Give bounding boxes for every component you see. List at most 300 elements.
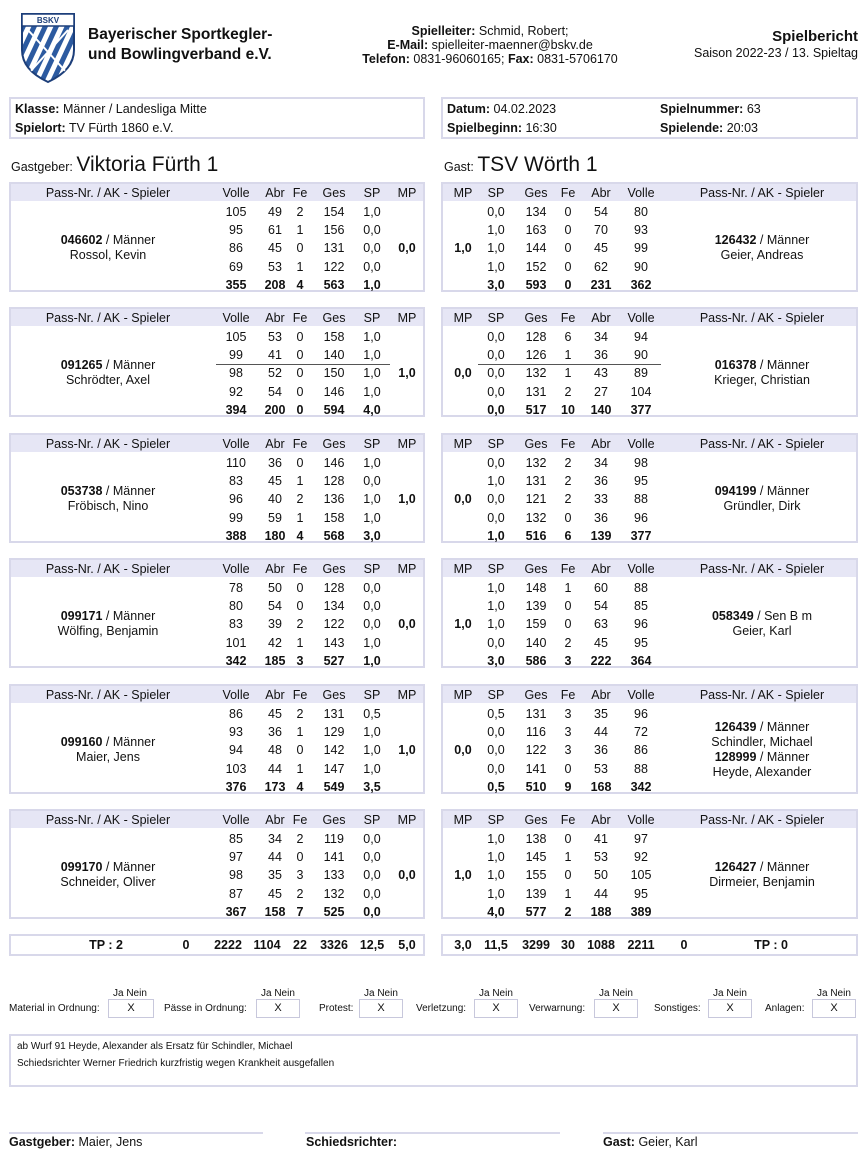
player-pass-line: [13, 860, 203, 875]
home-sum-volle: 376: [225, 779, 247, 794]
guest-row-3-abr: 45: [594, 241, 608, 256]
guest-row-3-fe: 2: [564, 492, 572, 507]
guest-row-3-fe: 0: [564, 241, 572, 256]
email-value[interactable]: spielleiter-maenner@bskv.de: [431, 38, 593, 52]
guest-sum-ges: 593: [525, 277, 547, 292]
home-row-3-fe: 2: [296, 617, 304, 632]
player-name: Krieger, Christian: [714, 373, 810, 388]
home-player-info: [13, 735, 203, 765]
guest-sum-fe: 0: [564, 277, 572, 292]
col-header-volle: Volle: [222, 688, 250, 702]
datum-value: 04.02.2023: [493, 102, 557, 116]
player-name: Gründler, Dirk: [723, 499, 801, 514]
guest-row-4-ges: 131: [525, 384, 547, 399]
home-row-4-fe: 1: [296, 259, 304, 274]
home-row-1-volle: 86: [229, 707, 243, 721]
player-age-class: / Männer: [756, 358, 810, 373]
player-pass-line: [13, 484, 203, 499]
col-header-player: Pass-Nr. / AK - Spieler: [45, 437, 171, 451]
beginn-value: 16:30: [525, 121, 557, 135]
home-row-1-ges: 128: [323, 581, 345, 595]
guest-row-3-ges: 132: [525, 366, 547, 381]
col-header-mp: MP: [397, 311, 417, 325]
home-team-heading: [11, 153, 218, 177]
home-row-2-volle: 97: [229, 850, 243, 865]
guest-row-1-sp: 0,0: [487, 205, 505, 219]
home-row-1-sp: 0,5: [363, 707, 381, 721]
col-header-volle: Volle: [222, 562, 250, 576]
guest-sum-sp: 1,0: [487, 528, 505, 543]
home-sum-sp: 3,5: [363, 779, 381, 794]
guest-row-1-fe: 3: [564, 707, 572, 721]
col-header-fe: Fe: [560, 186, 576, 200]
home-row-4-abr: 59: [268, 510, 282, 525]
guest-row-2-volle: 85: [634, 599, 648, 614]
home-total-volle: 2222: [214, 938, 242, 952]
home-row-4-fe: 2: [296, 886, 304, 901]
guest-row-4-sp: 0,0: [487, 510, 505, 525]
check-box-2[interactable]: X: [256, 999, 300, 1018]
fax-value: 0831-5706170: [537, 52, 618, 66]
home-row-3-abr: 40: [268, 492, 282, 507]
guest-row-2-abr: 53: [594, 850, 608, 865]
player-pass-line: [667, 750, 857, 765]
guest-row-2-sp: 1,0: [487, 850, 505, 865]
home-row-1-volle: 110: [226, 456, 246, 470]
col-header-fe: Fe: [560, 437, 576, 451]
yes-no-header-2: Ja Nein: [261, 988, 295, 999]
home-row-1-volle: 78: [229, 581, 243, 595]
check-box-6[interactable]: X: [708, 999, 752, 1018]
home-row-3-abr: 52: [268, 366, 282, 381]
col-header-volle: Volle: [627, 562, 655, 576]
guest-row-2-fe: 0: [564, 223, 572, 238]
guest-row-3-sp: 0,0: [487, 743, 505, 758]
home-total-fe: 22: [293, 938, 307, 952]
home-row-2-abr: 36: [268, 725, 282, 740]
check-box-4[interactable]: X: [474, 999, 518, 1018]
col-header-ges: Ges: [524, 688, 548, 702]
home-sum-sp: 0,0: [363, 904, 381, 919]
home-row-1-ges: 154: [323, 205, 345, 219]
player-pass-line: [13, 735, 203, 750]
col-header-ges: Ges: [524, 437, 548, 451]
guest-row-1-abr: 54: [594, 205, 608, 219]
player-age-class: / Männer: [102, 735, 156, 750]
guest-total-mp: 3,0: [454, 938, 472, 952]
guest-row-2-volle: 95: [634, 474, 648, 489]
player-pass-number: 099160: [60, 735, 103, 750]
yes-no-header-3: Ja Nein: [364, 988, 398, 999]
home-row-3-fe: 2: [296, 492, 304, 507]
home-row-3-sp: 0,0: [363, 241, 381, 256]
col-header-mp: MP: [453, 813, 473, 827]
guest-team-name: TSV Wörth 1: [477, 153, 598, 176]
ende-label: Spielende:: [660, 121, 724, 135]
col-header-sp: SP: [487, 437, 505, 451]
home-row-4-volle: 99: [229, 510, 243, 525]
home-panel-2: [9, 307, 425, 417]
home-sum-sp: 1,0: [363, 653, 381, 668]
klasse-value: Männer / Landesliga Mitte: [62, 102, 207, 116]
guest-total-fe: 30: [561, 938, 575, 952]
guest-sum-sp: 0,0: [487, 402, 505, 417]
player-name: Maier, Jens: [76, 750, 140, 765]
guest-row-1-fe: 1: [564, 581, 572, 595]
home-sum-abr: 185: [264, 653, 286, 668]
home-totals: [9, 934, 425, 956]
home-row-3-abr: 48: [268, 743, 282, 758]
home-row-4-abr: 44: [268, 761, 282, 776]
col-header-fe: Fe: [560, 688, 576, 702]
guest-row-4-ges: 140: [525, 635, 547, 650]
guest-row-2-ges: 145: [525, 850, 547, 865]
player-pass-number: 099170: [60, 860, 103, 875]
guest-row-2-abr: 36: [594, 348, 608, 363]
player-name: Wölfing, Benjamin: [57, 624, 159, 639]
player-age-class: / Männer: [756, 860, 810, 875]
home-row-1-abr: 50: [268, 581, 282, 595]
check-label-7: Anlagen:: [765, 1003, 805, 1014]
col-header-volle: Volle: [222, 813, 250, 827]
check-box-1[interactable]: X: [108, 999, 154, 1018]
home-sum-ges: 563: [323, 277, 345, 292]
col-header-sp: SP: [363, 437, 381, 451]
home-row-3-ges: 122: [323, 617, 345, 632]
home-row-3-sp: 1,0: [363, 366, 381, 381]
col-header-volle: Volle: [627, 688, 655, 702]
home-row-4-volle: 69: [229, 259, 243, 274]
guest-row-3-abr: 33: [594, 492, 608, 507]
home-row-2-ges: 140: [323, 348, 345, 363]
home-player-info: [13, 233, 203, 263]
guest-row-2-abr: 54: [594, 599, 608, 614]
guest-sum-ges: 517: [525, 402, 547, 417]
guest-sum-fe: 2: [564, 904, 572, 919]
guest-row-3-abr: 63: [594, 617, 608, 632]
guest-sum-abr: 231: [590, 277, 612, 292]
guest-row-4-fe: 2: [564, 384, 572, 399]
guest-sum-ges: 577: [525, 904, 547, 919]
player-pass-line: [13, 233, 203, 248]
home-row-2-ges: 141: [323, 850, 345, 865]
col-header-ges: Ges: [322, 437, 346, 451]
guest-row-4-sp: 1,0: [487, 886, 505, 901]
home-row-2-ges: 134: [323, 599, 345, 614]
guest-row-2-ges: 163: [525, 223, 547, 238]
guest-signature-line: [603, 1132, 858, 1134]
home-sum-ges: 594: [323, 402, 345, 417]
guest-row-3-fe: 0: [564, 868, 572, 883]
guest-total-sp: 11,5: [484, 938, 508, 952]
home-row-1-fe: 0: [296, 330, 304, 344]
col-header-fe: Fe: [292, 688, 308, 702]
col-header-volle: Volle: [627, 437, 655, 451]
home-sum-abr: 200: [264, 402, 286, 417]
guest-sum-fe: 10: [561, 402, 575, 417]
home-row-4-sp: 1,0: [363, 510, 381, 525]
player-pass-number: 091265: [60, 358, 103, 373]
player-age-class: / Männer: [756, 750, 810, 765]
col-header-volle: Volle: [627, 813, 655, 827]
home-sum-abr: 208: [264, 277, 286, 292]
home-row-4-sp: 0,0: [363, 886, 381, 901]
guest-row-1-abr: 34: [594, 456, 608, 470]
home-row-1-fe: 0: [296, 456, 304, 470]
home-mp-value: 0,0: [398, 241, 416, 256]
guest-sum-volle: 342: [630, 779, 652, 794]
col-header-player: Pass-Nr. / AK - Spieler: [699, 186, 825, 200]
home-row-4-ges: 146: [323, 384, 345, 399]
guest-team-label: Gast:: [444, 160, 474, 174]
col-header-player: Pass-Nr. / AK - Spieler: [699, 813, 825, 827]
col-header-mp: MP: [453, 186, 473, 200]
player-pass-line: [13, 609, 203, 624]
player-pass-number: 016378: [714, 358, 757, 373]
home-row-4-ges: 143: [323, 635, 345, 650]
home-row-3-volle: 98: [229, 868, 243, 883]
col-header-abr: Abr: [265, 688, 285, 702]
org-line-1: Bayerischer Sportkegler-: [88, 26, 273, 43]
guest-signature-value: Geier, Karl: [638, 1135, 698, 1149]
home-sum-fe: 7: [296, 904, 304, 919]
col-header-abr: Abr: [591, 311, 611, 325]
guest-panel-3: [441, 433, 858, 543]
guest-total-abr: 1088: [587, 938, 615, 952]
player-pass-line: [13, 358, 203, 373]
home-sum-fe: 4: [296, 277, 304, 292]
guest-row-2-sp: 0,0: [487, 725, 505, 740]
player-pass-line: [667, 860, 857, 875]
home-panel-6: [9, 809, 425, 919]
home-row-1-ges: 158: [323, 330, 345, 344]
home-total-zero: 0: [182, 938, 190, 952]
home-row-4-fe: 0: [296, 384, 304, 399]
guest-row-1-abr: 41: [594, 832, 608, 846]
home-row-2-sp: 1,0: [363, 725, 381, 740]
guest-row-4-volle: 95: [634, 886, 648, 901]
guest-player-info: [667, 609, 857, 639]
guest-player-info: [667, 720, 857, 780]
home-row-1-abr: 49: [268, 205, 282, 219]
home-row-2-ges: 156: [323, 223, 345, 238]
col-header-sp: SP: [487, 311, 505, 325]
guest-row-1-ges: 138: [525, 832, 547, 846]
home-row-3-volle: 96: [229, 492, 243, 507]
guest-row-3-fe: 0: [564, 617, 572, 632]
guest-row-4-volle: 90: [634, 259, 648, 274]
guest-row-4-abr: 36: [594, 510, 608, 525]
player-age-class: / Männer: [102, 484, 156, 499]
guest-row-1-fe: 2: [564, 456, 572, 470]
home-row-1-fe: 2: [296, 832, 304, 846]
guest-sum-abr: 168: [590, 779, 612, 794]
guest-row-2-fe: 2: [564, 474, 572, 489]
guest-sum-fe: 3: [564, 653, 572, 668]
referee-signature-label: Schiedsrichter:: [306, 1135, 398, 1149]
col-header-player: Pass-Nr. / AK - Spieler: [699, 311, 825, 325]
col-header-mp: MP: [397, 437, 417, 451]
player-name: Geier, Karl: [732, 624, 792, 639]
guest-row-4-ges: 139: [525, 886, 547, 901]
season-info: Saison 2022-23 / 13. Spieltag: [693, 46, 858, 60]
col-header-volle: Volle: [627, 186, 655, 200]
home-row-4-abr: 53: [268, 259, 282, 274]
guest-row-2-volle: 92: [634, 850, 648, 865]
referee-signature: [306, 1135, 397, 1149]
home-row-2-fe: 1: [296, 725, 304, 740]
home-row-1-sp: 1,0: [363, 330, 381, 344]
col-header-abr: Abr: [591, 813, 611, 827]
player-age-class: / Männer: [102, 609, 156, 624]
guest-row-2-sp: 1,0: [487, 599, 505, 614]
guest-row-4-fe: 0: [564, 510, 572, 525]
guest-row-4-fe: 0: [564, 761, 572, 776]
home-row-2-volle: 99: [229, 348, 243, 363]
check-label-5: Verwarnung:: [529, 1003, 586, 1014]
home-signature: [9, 1135, 142, 1149]
col-header-sp: SP: [363, 186, 381, 200]
guest-row-4-sp: 0,0: [487, 761, 505, 776]
home-row-1-volle: 105: [225, 205, 247, 219]
guest-row-3-sp: 0,0: [487, 366, 505, 381]
nummer-value: 63: [746, 102, 761, 116]
check-label-2: Pässe in Ordnung:: [164, 1003, 247, 1014]
home-row-4-fe: 1: [296, 761, 304, 776]
guest-row-1-ges: 128: [525, 330, 547, 344]
guest-row-2-sp: 1,0: [487, 474, 505, 489]
guest-row-3-ges: 121: [525, 492, 547, 507]
col-header-sp: SP: [487, 813, 505, 827]
home-row-4-sp: 1,0: [363, 761, 381, 776]
guest-row-1-volle: 96: [634, 707, 648, 721]
player-age-class: / Sen B m: [753, 609, 813, 624]
guest-row-3-volle: 99: [634, 241, 648, 256]
home-row-3-ges: 131: [323, 241, 345, 256]
home-sum-ges: 568: [323, 528, 345, 543]
report-heading: [694, 28, 858, 61]
home-sum-sp: 4,0: [363, 402, 381, 417]
col-header-player: Pass-Nr. / AK - Spieler: [45, 688, 171, 702]
player-age-class: / Männer: [102, 233, 156, 248]
guest-row-2-volle: 72: [634, 725, 648, 740]
guest-row-4-abr: 53: [594, 761, 608, 776]
home-row-2-volle: 83: [229, 474, 243, 489]
col-header-abr: Abr: [265, 311, 285, 325]
guest-sum-volle: 377: [630, 528, 652, 543]
home-row-2-abr: 54: [268, 599, 282, 614]
home-row-2-fe: 0: [296, 599, 304, 614]
nummer-label: Spielnummer:: [660, 102, 744, 116]
guest-signature: [603, 1135, 698, 1149]
col-header-sp: SP: [487, 562, 505, 576]
player-age-class: / Männer: [102, 358, 156, 373]
player-pass-number: 126427: [714, 860, 757, 875]
leader-label: Spielleiter:: [411, 24, 476, 38]
home-row-4-volle: 92: [229, 384, 243, 399]
guest-row-2-fe: 3: [564, 725, 572, 740]
home-sum-sp: 3,0: [363, 528, 381, 543]
guest-row-4-ges: 152: [525, 259, 547, 274]
note-line-2: Schiedsrichter Werner Friedrich kurzfristig wegen Krankheit ausgefallen: [17, 1058, 335, 1069]
match-info-box: [441, 97, 858, 139]
col-header-ges: Ges: [322, 688, 346, 702]
check-box-3[interactable]: X: [359, 999, 403, 1018]
guest-row-3-volle: 89: [634, 366, 648, 381]
player-name: Heyde, Alexander: [712, 765, 812, 780]
home-row-2-fe: 1: [296, 223, 304, 238]
home-row-1-fe: 2: [296, 707, 304, 721]
home-sum-volle: 367: [225, 904, 247, 919]
yes-no-header-4: Ja Nein: [479, 988, 513, 999]
guest-row-3-ges: 155: [525, 868, 547, 883]
home-row-2-volle: 80: [229, 599, 243, 614]
col-header-abr: Abr: [591, 186, 611, 200]
home-row-1-fe: 0: [296, 581, 304, 595]
home-row-3-ges: 142: [323, 743, 345, 758]
guest-player-info: [667, 484, 857, 514]
home-sum-volle: 394: [225, 402, 247, 417]
guest-row-3-ges: 159: [525, 617, 547, 632]
home-row-1-volle: 85: [229, 832, 243, 846]
guest-row-3-abr: 50: [594, 868, 608, 883]
col-header-ges: Ges: [322, 186, 346, 200]
col-header-player: Pass-Nr. / AK - Spieler: [699, 688, 825, 702]
guest-row-4-volle: 104: [630, 384, 652, 399]
home-sum-volle: 355: [225, 277, 247, 292]
check-label-1: Material in Ordnung:: [9, 1003, 100, 1014]
home-player-info: [13, 358, 203, 388]
player-pass-number: 053738: [60, 484, 103, 499]
check-box-7[interactable]: X: [812, 999, 856, 1018]
spielort-value: TV Fürth 1860 e.V.: [68, 121, 174, 135]
player-age-class: / Männer: [756, 484, 810, 499]
contact-block: [330, 24, 650, 66]
guest-row-2-volle: 93: [634, 223, 648, 238]
col-header-player: Pass-Nr. / AK - Spieler: [45, 186, 171, 200]
home-row-3-volle: 98: [229, 366, 243, 381]
guest-row-4-volle: 95: [634, 635, 648, 650]
guest-mp-value: 1,0: [454, 617, 472, 632]
home-row-2-sp: 0,0: [363, 223, 381, 238]
guest-row-4-sp: 0,0: [487, 635, 505, 650]
home-row-4-ges: 158: [323, 510, 345, 525]
check-box-5[interactable]: X: [594, 999, 638, 1018]
col-header-fe: Fe: [292, 813, 308, 827]
player-pass-number: 058349: [711, 609, 754, 624]
col-header-abr: Abr: [265, 813, 285, 827]
col-header-fe: Fe: [292, 186, 308, 200]
col-header-fe: Fe: [560, 311, 576, 325]
guest-sum-sp: 4,0: [487, 904, 505, 919]
home-row-3-volle: 94: [229, 743, 243, 758]
guest-row-2-volle: 90: [634, 348, 648, 363]
guest-row-3-ges: 122: [525, 743, 547, 758]
col-header-ges: Ges: [524, 311, 548, 325]
home-row-4-volle: 103: [225, 761, 247, 776]
col-header-fe: Fe: [560, 813, 576, 827]
player-pass-line: [667, 720, 857, 735]
guest-row-1-sp: 0,5: [487, 707, 505, 721]
home-row-1-fe: 2: [296, 205, 304, 219]
guest-row-4-abr: 62: [594, 259, 608, 274]
home-row-3-fe: 0: [296, 743, 304, 758]
guest-mp-value: 0,0: [454, 366, 472, 381]
home-sum-ges: 525: [323, 904, 345, 919]
col-header-abr: Abr: [265, 437, 285, 451]
home-row-2-sp: 0,0: [363, 599, 381, 614]
home-row-1-sp: 1,0: [363, 456, 381, 470]
